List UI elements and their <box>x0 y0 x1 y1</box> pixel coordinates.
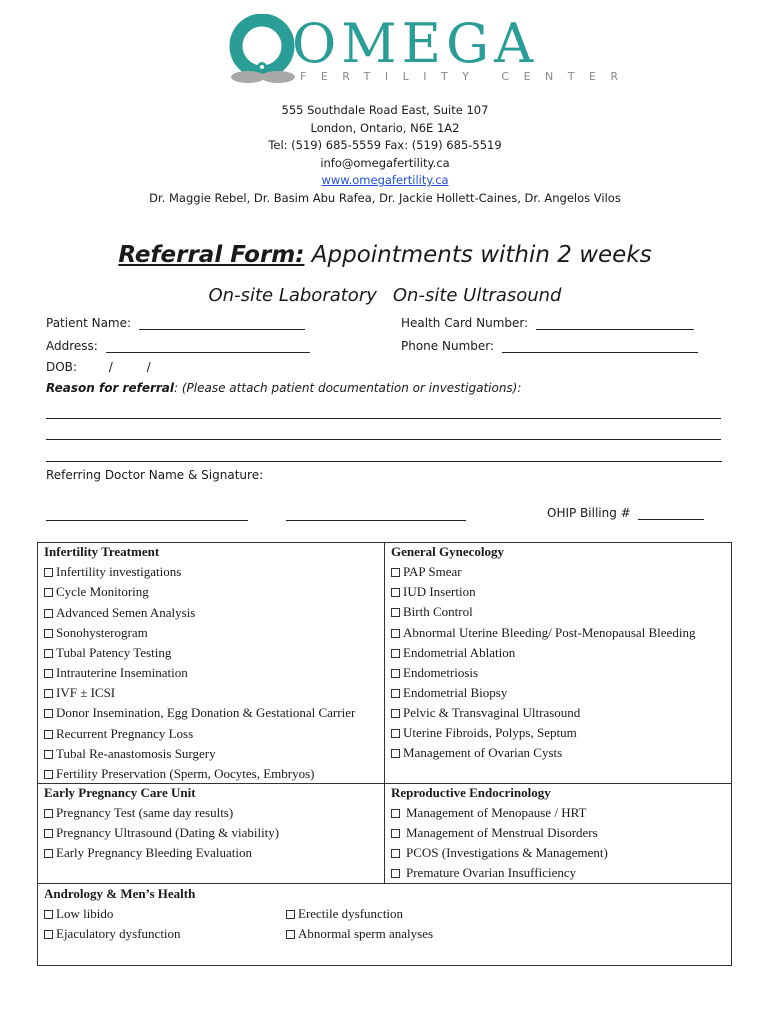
checkbox-item[interactable]: Early Pregnancy Bleeding Evaluation <box>44 845 279 865</box>
checkbox-icon[interactable] <box>44 609 53 618</box>
reason-line-2[interactable] <box>46 439 721 440</box>
phone-line[interactable] <box>502 340 698 353</box>
checkbox-item[interactable]: Management of Menopause / HRT <box>391 805 608 825</box>
logo-wordmark: OMEGA <box>292 12 539 75</box>
checkbox-item[interactable]: Donor Insemination, Egg Donation & Gestational Carrier <box>44 705 355 726</box>
reason-line-1[interactable] <box>46 418 721 419</box>
ohip-billing-field[interactable] <box>547 506 704 520</box>
address-line[interactable] <box>106 340 310 353</box>
omega-logo <box>226 12 633 92</box>
checkbox-icon[interactable] <box>44 750 53 759</box>
checkbox-item[interactable]: Tubal Re-anastomosis Surgery <box>44 746 355 766</box>
checkbox-icon[interactable] <box>44 689 53 698</box>
checkbox-item[interactable]: Fertility Preservation (Sperm, Oocytes, Embryos) <box>44 766 355 786</box>
checkbox-item[interactable]: Management of Ovarian Cysts <box>391 745 695 765</box>
address-line-1: 555 Southdale Road East, Suite 107 <box>281 103 489 117</box>
gynecology-title: General Gynecology <box>391 544 505 559</box>
phone-field[interactable] <box>401 339 698 353</box>
checkbox-icon[interactable] <box>391 689 400 698</box>
form-title-bold: Referral Form: <box>118 242 305 268</box>
checkbox-icon[interactable] <box>44 669 53 678</box>
dob-label: DOB: <box>46 360 77 374</box>
reason-line-3[interactable] <box>46 461 722 462</box>
checkbox-item[interactable]: Sonohysterogram <box>44 625 355 645</box>
checkbox-item[interactable]: IUD Insertion <box>391 584 695 604</box>
ohip-label: OHIP Billing # <box>547 506 631 520</box>
checkbox-icon[interactable] <box>44 568 53 577</box>
andrology-section-right <box>286 906 433 946</box>
checkbox-item[interactable]: Recurrent Pregnancy Loss <box>44 726 355 746</box>
doctor-signature-line[interactable] <box>286 520 466 521</box>
checkbox-icon[interactable] <box>44 730 53 739</box>
checkbox-icon[interactable] <box>44 649 53 658</box>
doctor-name-line[interactable] <box>46 520 248 521</box>
checkbox-item[interactable]: Premature Ovarian Insufficiency <box>391 865 608 885</box>
address-label: Address: <box>46 339 98 353</box>
address-line-2: London, Ontario, N6E 1A2 <box>310 120 460 135</box>
dob-field[interactable] <box>46 360 151 374</box>
infertility-section <box>44 544 355 786</box>
subtitle-laboratory: On-site Laboratory <box>208 285 377 306</box>
form-title-rest: Appointments within 2 weeks <box>304 242 652 268</box>
checkbox-icon[interactable] <box>44 770 53 779</box>
endocrinology-title: Reproductive Endocrinology <box>391 785 551 800</box>
phone-fax-line: Tel: (519) 685-5559 Fax: (519) 685-5519 <box>268 138 502 152</box>
checkbox-icon[interactable] <box>391 649 400 658</box>
ohip-line[interactable] <box>638 507 704 520</box>
checkbox-icon[interactable] <box>391 588 400 597</box>
checkbox-item[interactable]: Cycle Monitoring <box>44 584 355 605</box>
checkbox-item[interactable]: Ejaculatory dysfunction <box>44 926 195 946</box>
checkbox-item[interactable]: Low libido <box>44 906 195 926</box>
andrology-section <box>44 886 195 946</box>
checkbox-item[interactable]: Tubal Patency Testing <box>44 645 355 665</box>
subtitle-ultrasound: On-site Ultrasound <box>392 285 562 306</box>
reason-instructions: : (Please attach patient documentation or investigations): <box>174 381 522 395</box>
checkbox-icon[interactable] <box>391 869 400 878</box>
checkbox-icon[interactable] <box>391 849 400 858</box>
checkbox-item[interactable]: IVF ± ICSI <box>44 685 355 705</box>
checkbox-item[interactable]: PAP Smear <box>391 564 695 584</box>
checkbox-item[interactable]: Intrauterine Insemination <box>44 665 355 685</box>
phone-label: Phone Number: <box>401 339 495 353</box>
checkbox-item[interactable]: Endometriosis <box>391 665 695 685</box>
health-card-line[interactable] <box>536 317 694 330</box>
checkbox-icon[interactable] <box>44 709 53 718</box>
checkbox-icon[interactable] <box>44 849 53 858</box>
checkbox-icon[interactable] <box>391 669 400 678</box>
checkbox-icon[interactable] <box>286 930 295 939</box>
checkbox-icon[interactable] <box>391 809 400 818</box>
checkbox-icon[interactable] <box>391 729 400 738</box>
checkbox-icon[interactable] <box>44 910 53 919</box>
gynecology-section <box>391 544 695 765</box>
checkbox-item[interactable]: Pregnancy Ultrasound (Dating & viability) <box>44 825 279 845</box>
dob-separator-2: / <box>146 360 151 374</box>
andrology-title: Andrology & Men’s Health <box>44 886 196 901</box>
checkbox-icon[interactable] <box>391 608 400 617</box>
health-card-label: Health Card Number: <box>401 316 529 330</box>
checkbox-item[interactable]: Abnormal sperm analyses <box>286 926 433 946</box>
checkbox-item[interactable]: Endometrial Biopsy <box>391 685 695 705</box>
checkbox-icon[interactable] <box>44 588 53 597</box>
checkbox-icon[interactable] <box>391 829 400 838</box>
pregnancy-title: Early Pregnancy Care Unit <box>44 785 196 800</box>
checkbox-item[interactable]: Birth Control <box>391 604 695 625</box>
form-subtitle <box>0 285 770 306</box>
checkbox-icon[interactable] <box>391 709 400 718</box>
checkbox-item[interactable]: Abnormal Uterine Bleeding/ Post-Menopausal Bleeding <box>391 625 695 645</box>
dob-separator-1: / <box>108 360 113 374</box>
checkbox-icon[interactable] <box>391 629 400 638</box>
checkbox-item[interactable]: Infertility investigations <box>44 564 355 584</box>
checkbox-item[interactable]: Pregnancy Test (same day results) <box>44 805 279 825</box>
table-column-divider <box>384 542 385 883</box>
checkbox-icon[interactable] <box>391 568 400 577</box>
logo-tagline: FERTILITY CENTER <box>300 70 633 83</box>
checkbox-icon[interactable] <box>44 809 53 818</box>
clinic-address-block <box>0 102 770 207</box>
checkbox-item[interactable]: PCOS (Investigations & Management) <box>391 845 608 865</box>
health-card-field[interactable] <box>401 316 694 330</box>
checkbox-item[interactable]: Endometrial Ablation <box>391 645 695 665</box>
reason-for-referral <box>46 381 521 395</box>
checkbox-icon[interactable] <box>286 910 295 919</box>
checkbox-icon[interactable] <box>44 930 53 939</box>
patient-name-label: Patient Name: <box>46 316 132 330</box>
doctors-line: Dr. Maggie Rebel, Dr. Basim Abu Rafea, Dr. Jackie Hollett-Caines, Dr. Angelos Vilos <box>149 190 621 205</box>
patient-name-line[interactable] <box>139 317 305 330</box>
pregnancy-section <box>44 785 279 865</box>
form-title <box>0 242 770 268</box>
checkbox-item[interactable]: Uterine Fibroids, Polyps, Septum <box>391 725 695 745</box>
table-row-divider-2 <box>37 883 732 884</box>
checkbox-item[interactable]: Management of Menstrual Disorders <box>391 825 608 845</box>
checkbox-item[interactable]: Erectile dysfunction <box>286 906 433 926</box>
website-link[interactable]: www.omegafertility.ca <box>321 173 449 187</box>
referring-doctor-label: Referring Doctor Name & Signature: <box>46 468 264 482</box>
infertility-title: Infertility Treatment <box>44 544 160 559</box>
checkbox-item[interactable]: Pelvic & Transvaginal Ultrasound <box>391 705 695 725</box>
checkbox-icon[interactable] <box>44 829 53 838</box>
checkbox-icon[interactable] <box>44 629 53 638</box>
checkbox-item[interactable]: Advanced Semen Analysis <box>44 605 355 625</box>
endocrinology-section <box>391 785 608 885</box>
checkbox-icon[interactable] <box>391 749 400 758</box>
reason-label: Reason for referral <box>46 381 175 395</box>
address-field[interactable] <box>46 339 310 353</box>
email-line: info@omegafertility.ca <box>320 155 450 170</box>
patient-name-field[interactable] <box>46 316 305 330</box>
